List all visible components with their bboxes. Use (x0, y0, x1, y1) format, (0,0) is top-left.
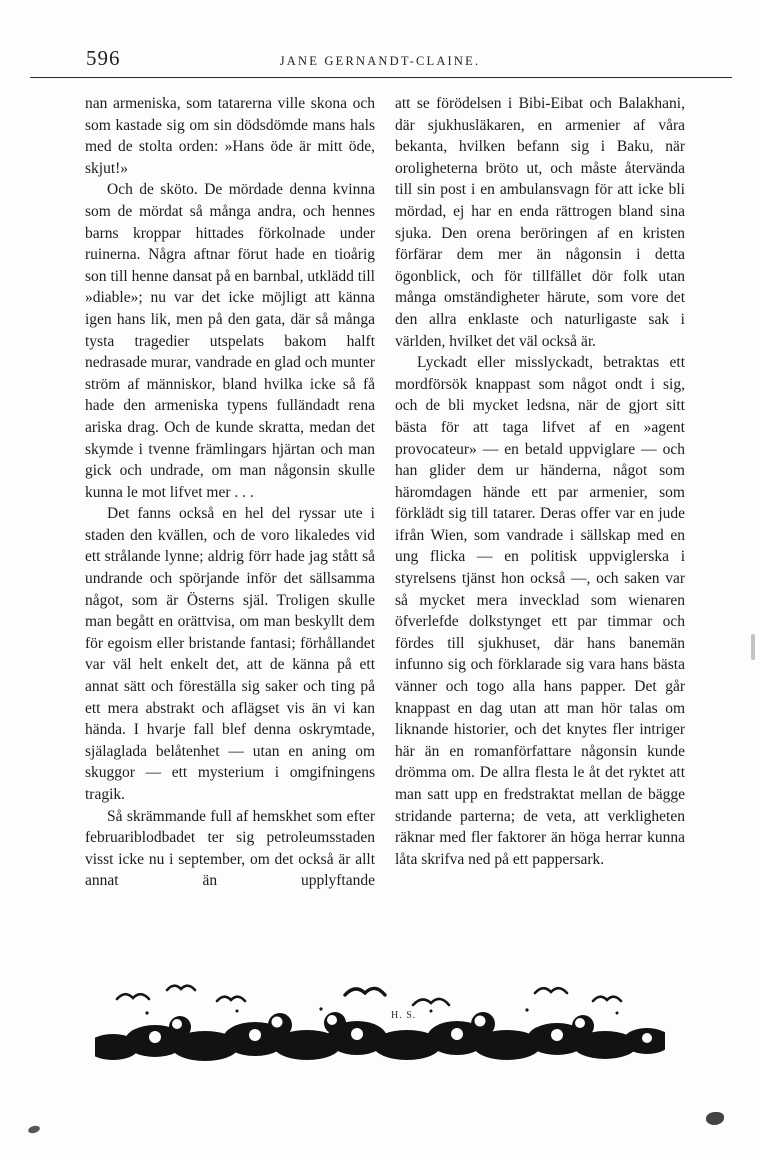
page-number: 596 (86, 46, 121, 70)
scan-artifact (751, 634, 755, 660)
swallows-icon (117, 986, 621, 1005)
right-column (395, 93, 685, 892)
paragraph: Det fanns också en hel del ryssar ute i staden den kvällen, och de voro likaledes vid ett strålande lynne; aldrig förr hade jag stått så undrande och spörjande inför det sällsamma något, som är Österns själ. Troligen skulle man begått en orättvisa, om man beskyllt dem för egoism eller bristande fantasi; förhållandet var väl helt enkelt det, att de känna på ett annat sätt och föreställa sig saker och ting på ett mera abstrakt och aflägset vis än vi kan hända. I hvarje fall blef denna oskrymtade, själaglada belåtenhet — utan en aning om skuggor — ett mysterium i omgifningens tragik. (85, 505, 375, 803)
waves-vignette (95, 983, 665, 1063)
header-rule (30, 77, 732, 78)
paragraph: Och de sköto. De mördade denna kvinna som de mördat så många andra, och hennes barns kroppar hittades förkolnade under ruinerna. Några aftnar förut hade en tioårig son till henne dansat på en barnbal, utklädd till »diable»; nu var det icke möjligt att känna igen hans lik, men på den gata, där så många tysta tragedier utspelats bakom halft nedrasade murar, vandrade en glad och munter ström af människor, bland hvilka icke så få hade den armeniska typens fulländadt rena ariska drag. Och de kunde skratta, medan det skymde i tvenne främlingars hjärtan och man gick och undrade, om man någonsin skulle kunna le mot lifvet mer . . . (85, 181, 375, 501)
scan-artifact (706, 1112, 724, 1125)
running-header: JANE GERNANDT-CLAINE. (279, 54, 481, 68)
left-column (85, 93, 375, 892)
text-columns (85, 93, 685, 892)
paragraph: Lyckadt eller misslyckadt, betraktas ett mordförsök knappast som något ondt i sig, och de bli mycket ledsna, när de gjort sitt bästa för att taga lifvet af en »agent provocateur» — en betald uppviglare — och han glider dem ur händerna, något som häromdagen hände ett par armenier, som förklädt sig till tatarer. Deras offer var en jude ifrån Wien, som vandrade i sällskap med en ung flicka — en politisk uppviglerska i styrelsens tjänst hon också —, och saken var så mycket mera invecklad som wienaren öfverlefde dolkstynget ett par timmar och fördes till sjukhuset, där hans banemän infunno sig och förklarade sig vara hans bästa vänner och togo alla hans papper. Det går knappast en dag utan att man hör talas om liknande historier, och det knytes fler intriger här än en romanförfattare någonsin kunde drömma om. De allra flesta le åt det ryktet att man satt upp en fredstraktat mellan de bägge stridande parterna; de veta, att verkligheten räknar med fler faktorer än höga herrar kunna låta skrifva ned på ett pappersark. (395, 354, 685, 868)
paragraph: Så skrämmande full af hemskhet som efter februariblodbadet ter sig petroleumsstaden visst icke nu i september, om det också är allt annat än upplyftande (85, 807, 375, 890)
paragraph: nan armeniska, som tatarerna ville skona och som kastade sig om sin dödsdömde mans hals med de stolta orden: »Hans öde är mitt öde, skjut!» (85, 95, 375, 177)
spray-dots-icon (145, 1007, 618, 1014)
vignette-monogram: H. S. (391, 1010, 417, 1021)
waves-tailpiece-illustration (95, 983, 665, 1063)
scan-artifact (27, 1125, 40, 1135)
paragraph: att se förödelsen i Bibi-Eibat och Balakhani, där sjukhusläkaren, en armenier af våra bekanta, hvilken befann sig i Baku, när oroligheterna bröto ut, och måste återvända till sin post i en ambulansvagn för att icke bli mördad, ej har en enda rättrogen bland sina sjuka. Den orena beröringen af en kristen förfärar dem mer än någonsin i detta ögonblick, och för tillfället dör folk utan många omständigheter härute, som vore det den allra enklaste och naturligaste sak i världen, hvilket det väl också är. (395, 95, 685, 350)
